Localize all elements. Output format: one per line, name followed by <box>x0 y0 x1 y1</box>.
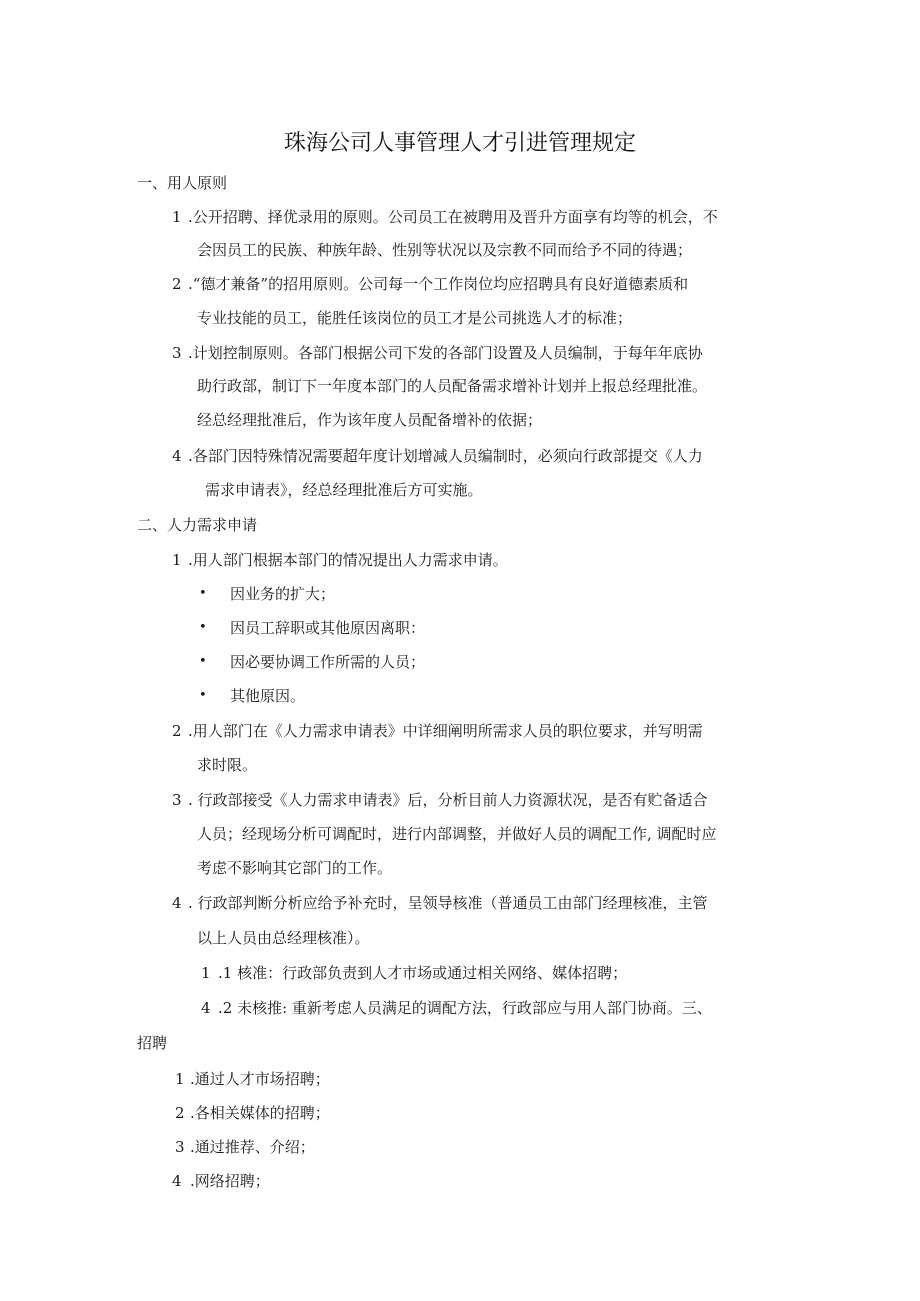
paragraph-line: .公开招聘、择优录用的原则。公司员工在被聘用及晋升方面享有均等的机会，不 <box>188 208 718 226</box>
paragraph-line: 助行政部，制订下一年度本部门的人员配备需求增补计划并上报总经理批准。 <box>197 377 708 395</box>
item-number: 2 <box>175 1104 185 1122</box>
section-heading: 一、用人原则 <box>137 174 228 192</box>
subitem-number: 1 <box>201 964 211 982</box>
item-number: 1 <box>172 551 182 569</box>
paragraph-line: .各部门因特殊情况需要超年度计划增减人员编制时，必须向行政部提交《人力 <box>188 447 703 465</box>
bullet-item: 因员工辞职或其他原因离职： <box>230 619 426 637</box>
paragraph-line: 人员；经现场分析可调配时，进行内部调整，并做好人员的调配工作, 调配时应 <box>197 825 717 843</box>
subitem-line: .1 核准：行政部负责到人才市场或通过相关网络、媒体招聘； <box>218 964 628 982</box>
paragraph-line: .计划控制原则。各部门根据公司下发的各部门设置及人员编制，于每年年底协 <box>188 344 703 362</box>
paragraph-line: 会因员工的民族、种族年龄、性别等状况以及宗教不同而给予不同的待遇； <box>197 241 693 259</box>
paragraph-line: .通过人才市场招聘； <box>190 1070 330 1088</box>
paragraph-line: . 行政部接受《人力需求申请表》后，分析目前人力资源状况，是否有贮备适合 <box>188 791 708 809</box>
subitem-number: 4 <box>201 999 211 1017</box>
paragraph-line: .用人部门在《人力需求申请表》中详细阐明所需求人员的职位要求，并写明需 <box>188 722 703 740</box>
paragraph-line: .用人部门根据本部门的情况提出人力需求申请。 <box>188 551 508 569</box>
bullet-marker: • <box>199 620 207 635</box>
bullet-marker: • <box>199 654 207 669</box>
item-number: 1 <box>175 1070 185 1088</box>
paragraph-line: .各相关媒体的招聘； <box>190 1104 330 1122</box>
item-number: 3 <box>172 791 182 809</box>
item-number: 4 <box>172 447 182 465</box>
page-title: 珠海公司人事管理人才引进管理规定 <box>283 131 636 156</box>
bullet-item: 其他原因。 <box>230 687 306 705</box>
bullet-marker: • <box>199 688 207 703</box>
subitem-line: .2 未核推: 重新考虑人员满足的调配方法，行政部应与用人部门协商。三、 <box>218 999 712 1017</box>
bullet-item: 因业务的扩大； <box>230 585 336 603</box>
bullet-item: 因必要协调工作所需的人员； <box>230 653 426 671</box>
paragraph-line: .网络招聘； <box>190 1172 270 1190</box>
paragraph-line: .“德才兼备”的招用原则。公司每一个工作岗位均应招聘具有良好道德素质和 <box>188 275 689 293</box>
item-number: 4 <box>172 1172 182 1190</box>
paragraph-line: 求时限。 <box>197 756 258 774</box>
paragraph-line: 需求申请表》，经总经理批准后方可实施。 <box>205 481 483 499</box>
section-heading: 招聘 <box>137 1034 168 1052</box>
item-number: 2 <box>172 722 182 740</box>
paragraph-line: 专业技能的员工，能胜任该岗位的员工才是公司挑选人才的标准； <box>197 309 633 327</box>
paragraph-line: 经总经理批准后，作为该年度人员配备增补的依据； <box>197 411 543 429</box>
paragraph-line: .通过推荐、介绍； <box>190 1138 315 1156</box>
paragraph-line: . 行政部判断分析应给予补充时，呈领导核准（普通员工由部门经理核准，主管 <box>188 894 708 912</box>
item-number: 4 <box>172 894 182 912</box>
item-number: 3 <box>172 344 182 362</box>
item-number: 1 <box>172 208 182 226</box>
item-number: 3 <box>175 1138 185 1156</box>
bullet-marker: • <box>199 586 207 601</box>
item-number: 2 <box>172 275 182 293</box>
paragraph-line: 考虑不影响其它部门的工作。 <box>197 859 393 877</box>
section-heading: 二、人力需求申请 <box>137 516 258 534</box>
paragraph-line: 以上人员由总经理核准）。 <box>197 929 370 947</box>
